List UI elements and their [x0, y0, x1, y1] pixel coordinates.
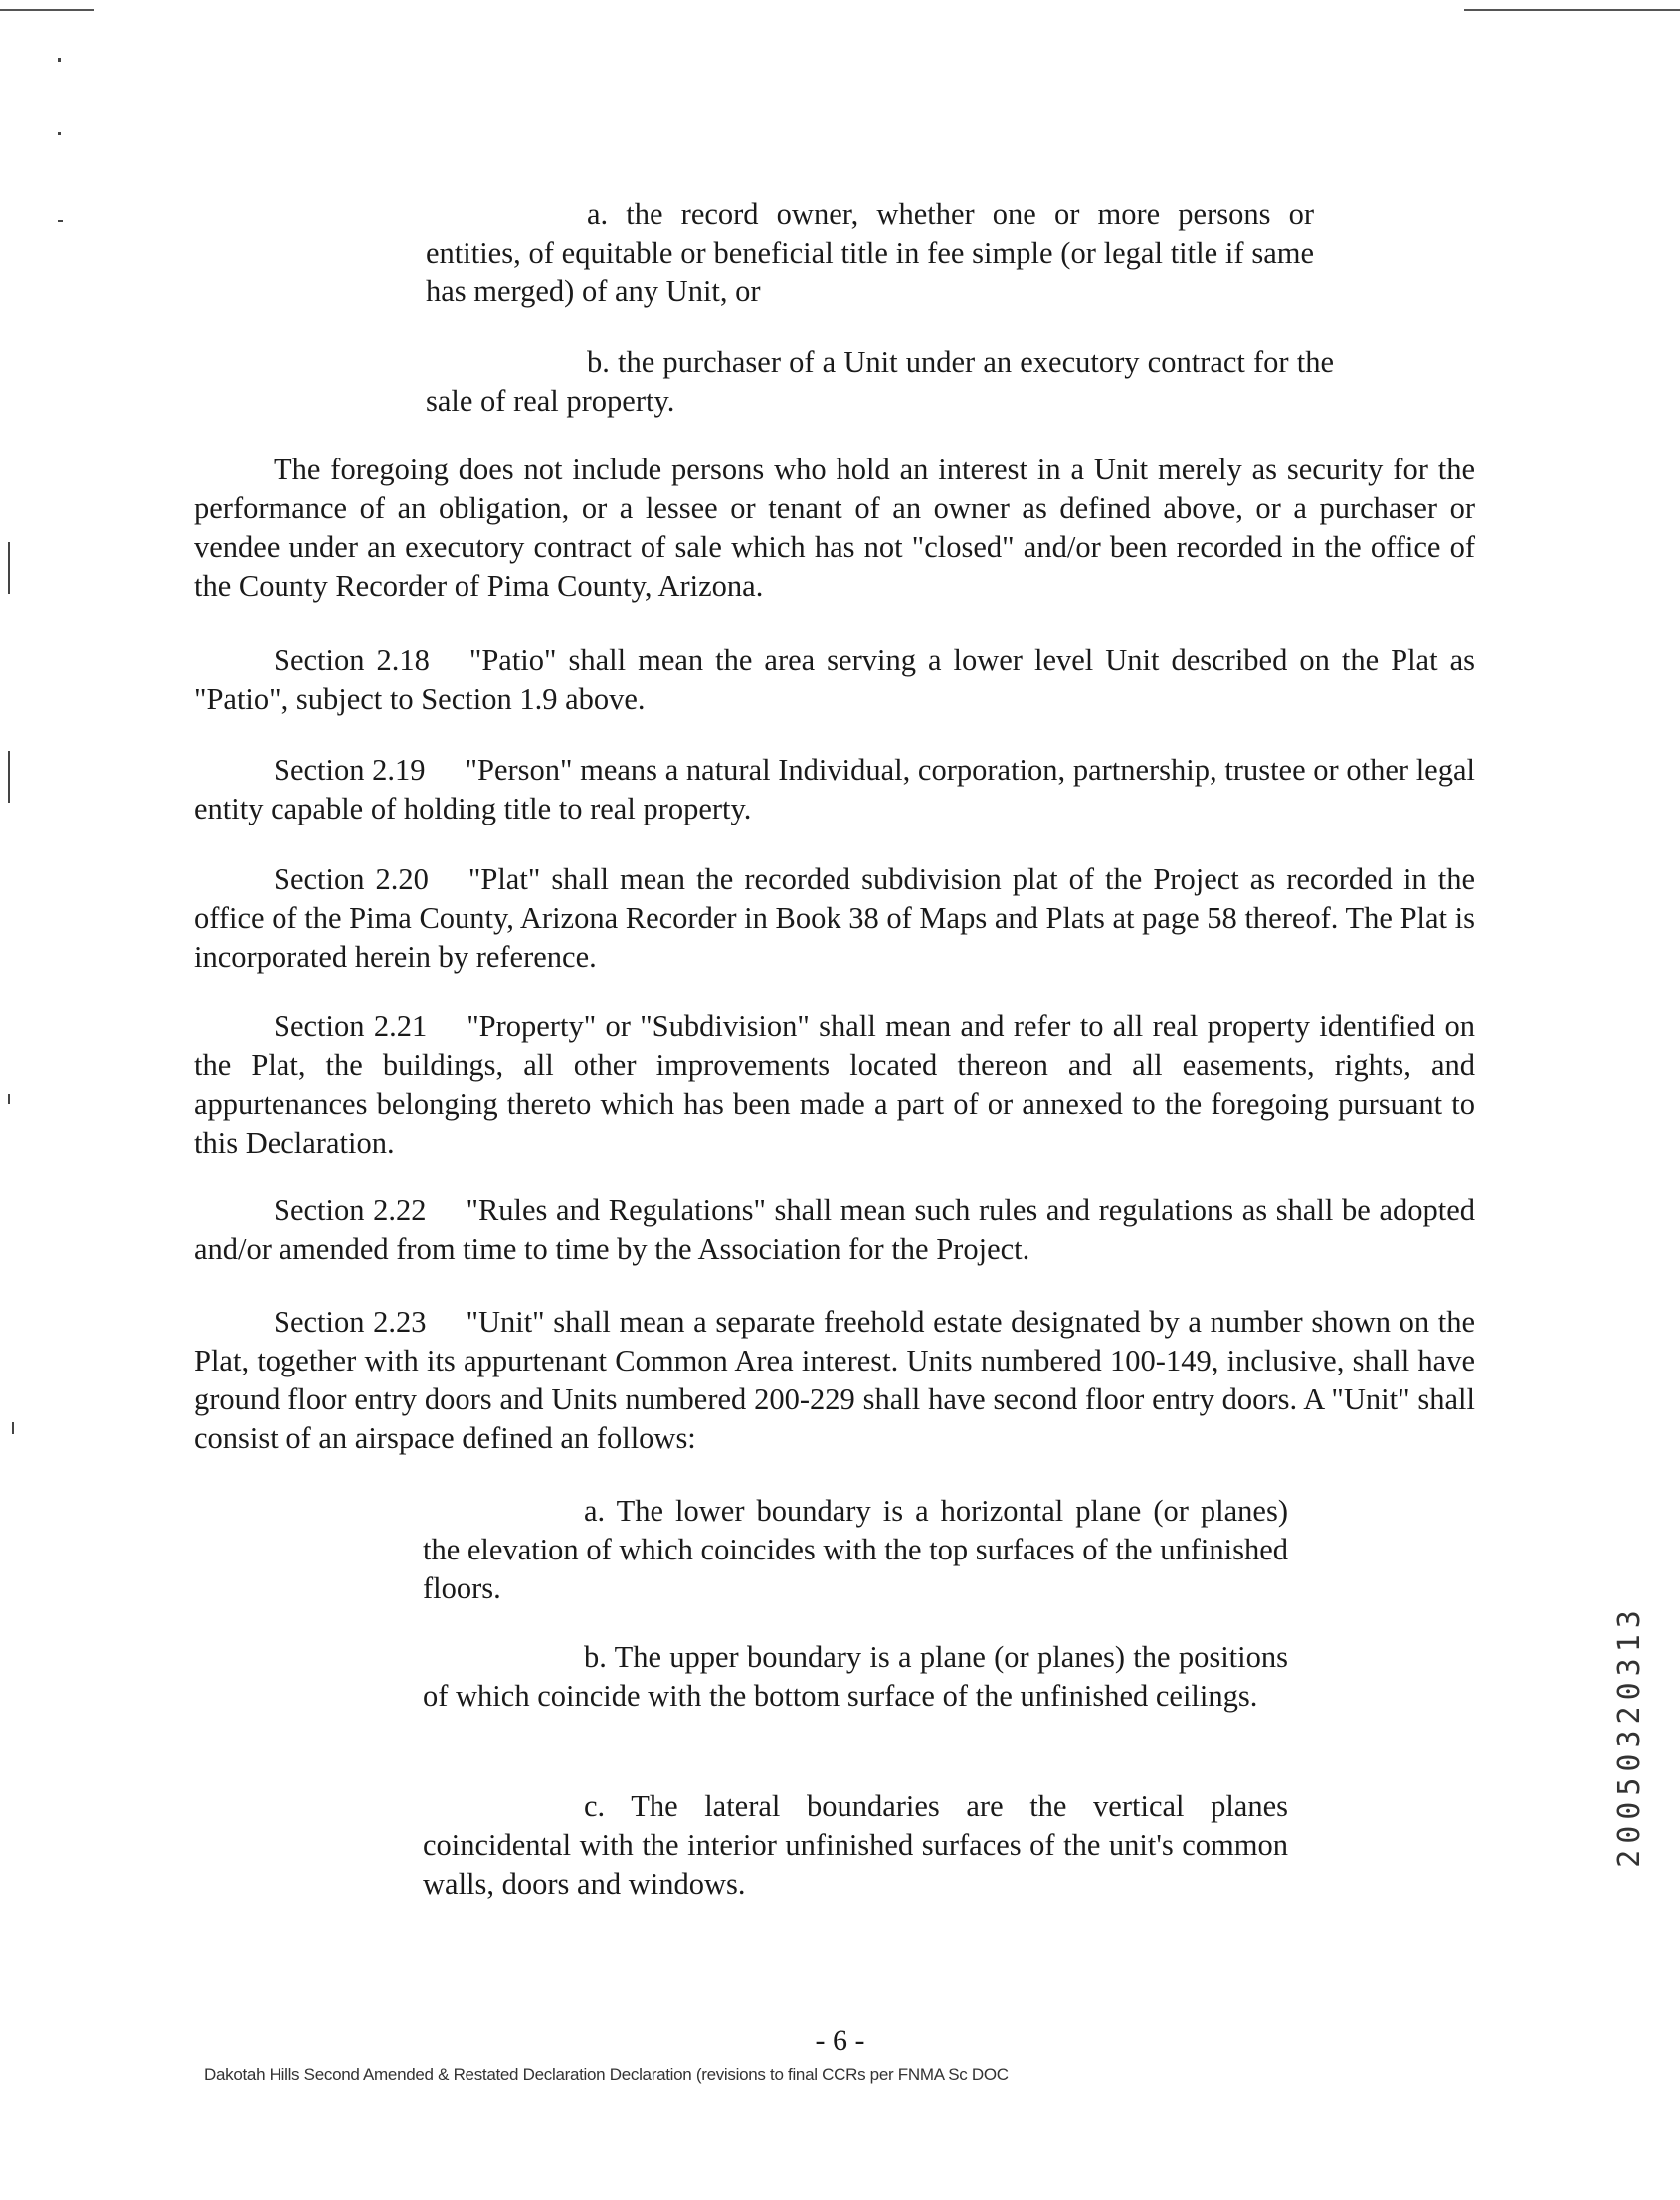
- recording-stamp: [1609, 1566, 1649, 1905]
- top-right-scan-rule: [1464, 9, 1680, 11]
- section-2-23: [194, 1303, 1475, 1458]
- margin-mark: [58, 58, 61, 62]
- page-number: - 6 -: [815, 2024, 865, 2057]
- section-text: "Plat" shall mean the recorded subdivision plat of the Project as recorded in the office of the Pima County, Arizona Recorder in Book 38 of Maps and Plats at page 58 thereof. The Plat is incorporated herein by reference.: [194, 862, 1475, 974]
- margin-mark: [58, 220, 63, 222]
- unit-boundary-lower: a. The lower boundary is a horizontal plane (or planes) the elevation of which coincides with the top surfaces of the unfinished floors.: [423, 1494, 1288, 1605]
- section-2-18: [194, 642, 1475, 719]
- section-2-21: [194, 1008, 1475, 1163]
- section-number: Section 2.23: [274, 1305, 427, 1339]
- recording-stamp-number: 20050320313: [1611, 1603, 1647, 1868]
- owner-definition-clause-a: a. the record owner, whether one or more persons or entities, of equitable or beneficial title in fee simple (or legal title if same has merged) of any Unit, or: [426, 197, 1314, 308]
- unit-boundary-upper: b. The upper boundary is a plane (or planes) the positions of which coincide with the bottom surface of the unfinished ceilings.: [423, 1640, 1288, 1713]
- section-text: "Property" or "Subdivision" shall mean and refer to all real property identified on the Plat, the buildings, all other improvements located thereon and all easements, rights, and appurtenances belonging thereto which has been made a part of or annexed to the foregoing pursuant to this Declaration.: [194, 1009, 1475, 1160]
- section-text: "Person" means a natural Individual, corporation, partnership, trustee or other legal entity capable of holding title to real property.: [194, 753, 1475, 825]
- margin-mark: [8, 1094, 10, 1104]
- margin-mark: [12, 1422, 14, 1434]
- document-footer: Dakotah Hills Second Amended & Restated Declaration Declaration (revisions to final CCRs per FNMA Sc DOC: [204, 2065, 1009, 2084]
- section-number: Section 2.21: [274, 1009, 428, 1043]
- section-number: Section 2.20: [274, 862, 429, 896]
- section-2-22: [194, 1192, 1475, 1269]
- section-text: "Unit" shall mean a separate freehold estate designated by a number shown on the Plat, together with its appurtenant Common Area interest. Units numbered 100-149, inclusive, shall have ground floor entry doors and Units numbered 200-229 shall have second floor entry doors. A "Unit" shall consist of an airspace defined an follows:: [194, 1305, 1475, 1455]
- section-number: Section 2.22: [274, 1193, 427, 1227]
- margin-mark: [58, 132, 61, 135]
- section-2-19: [194, 751, 1475, 828]
- section-number: Section 2.18: [274, 643, 430, 677]
- section-text: "Patio" shall mean the area serving a lower level Unit described on the Plat as "Patio", subject to Section 1.9 above.: [194, 643, 1475, 716]
- margin-mark: [8, 751, 10, 803]
- section-text: "Rules and Regulations" shall mean such rules and regulations as shall be adopted and/or amended from time to time by the Association for the Project.: [194, 1193, 1475, 1266]
- section-number: Section 2.19: [274, 753, 426, 787]
- margin-mark: [8, 542, 10, 594]
- top-left-scan-rule: [0, 9, 94, 11]
- owner-definition-clause-b: b. the purchaser of a Unit under an executory contract for the sale of real property.: [426, 345, 1334, 418]
- exclusion-paragraph: The foregoing does not include persons who hold an interest in a Unit merely as security for the performance of an obligation, or a lessee or tenant of an owner as defined above, or a purchaser or vendee under an executory contract of sale which has not "closed" and/or been recorded in the office of the County Recorder of Pima County, Arizona.: [194, 453, 1475, 603]
- unit-boundary-lateral: c. The lateral boundaries are the vertical planes coincidental with the interior unfinished surfaces of the unit's common walls, doors and windows.: [423, 1789, 1288, 1901]
- section-2-20: [194, 860, 1475, 977]
